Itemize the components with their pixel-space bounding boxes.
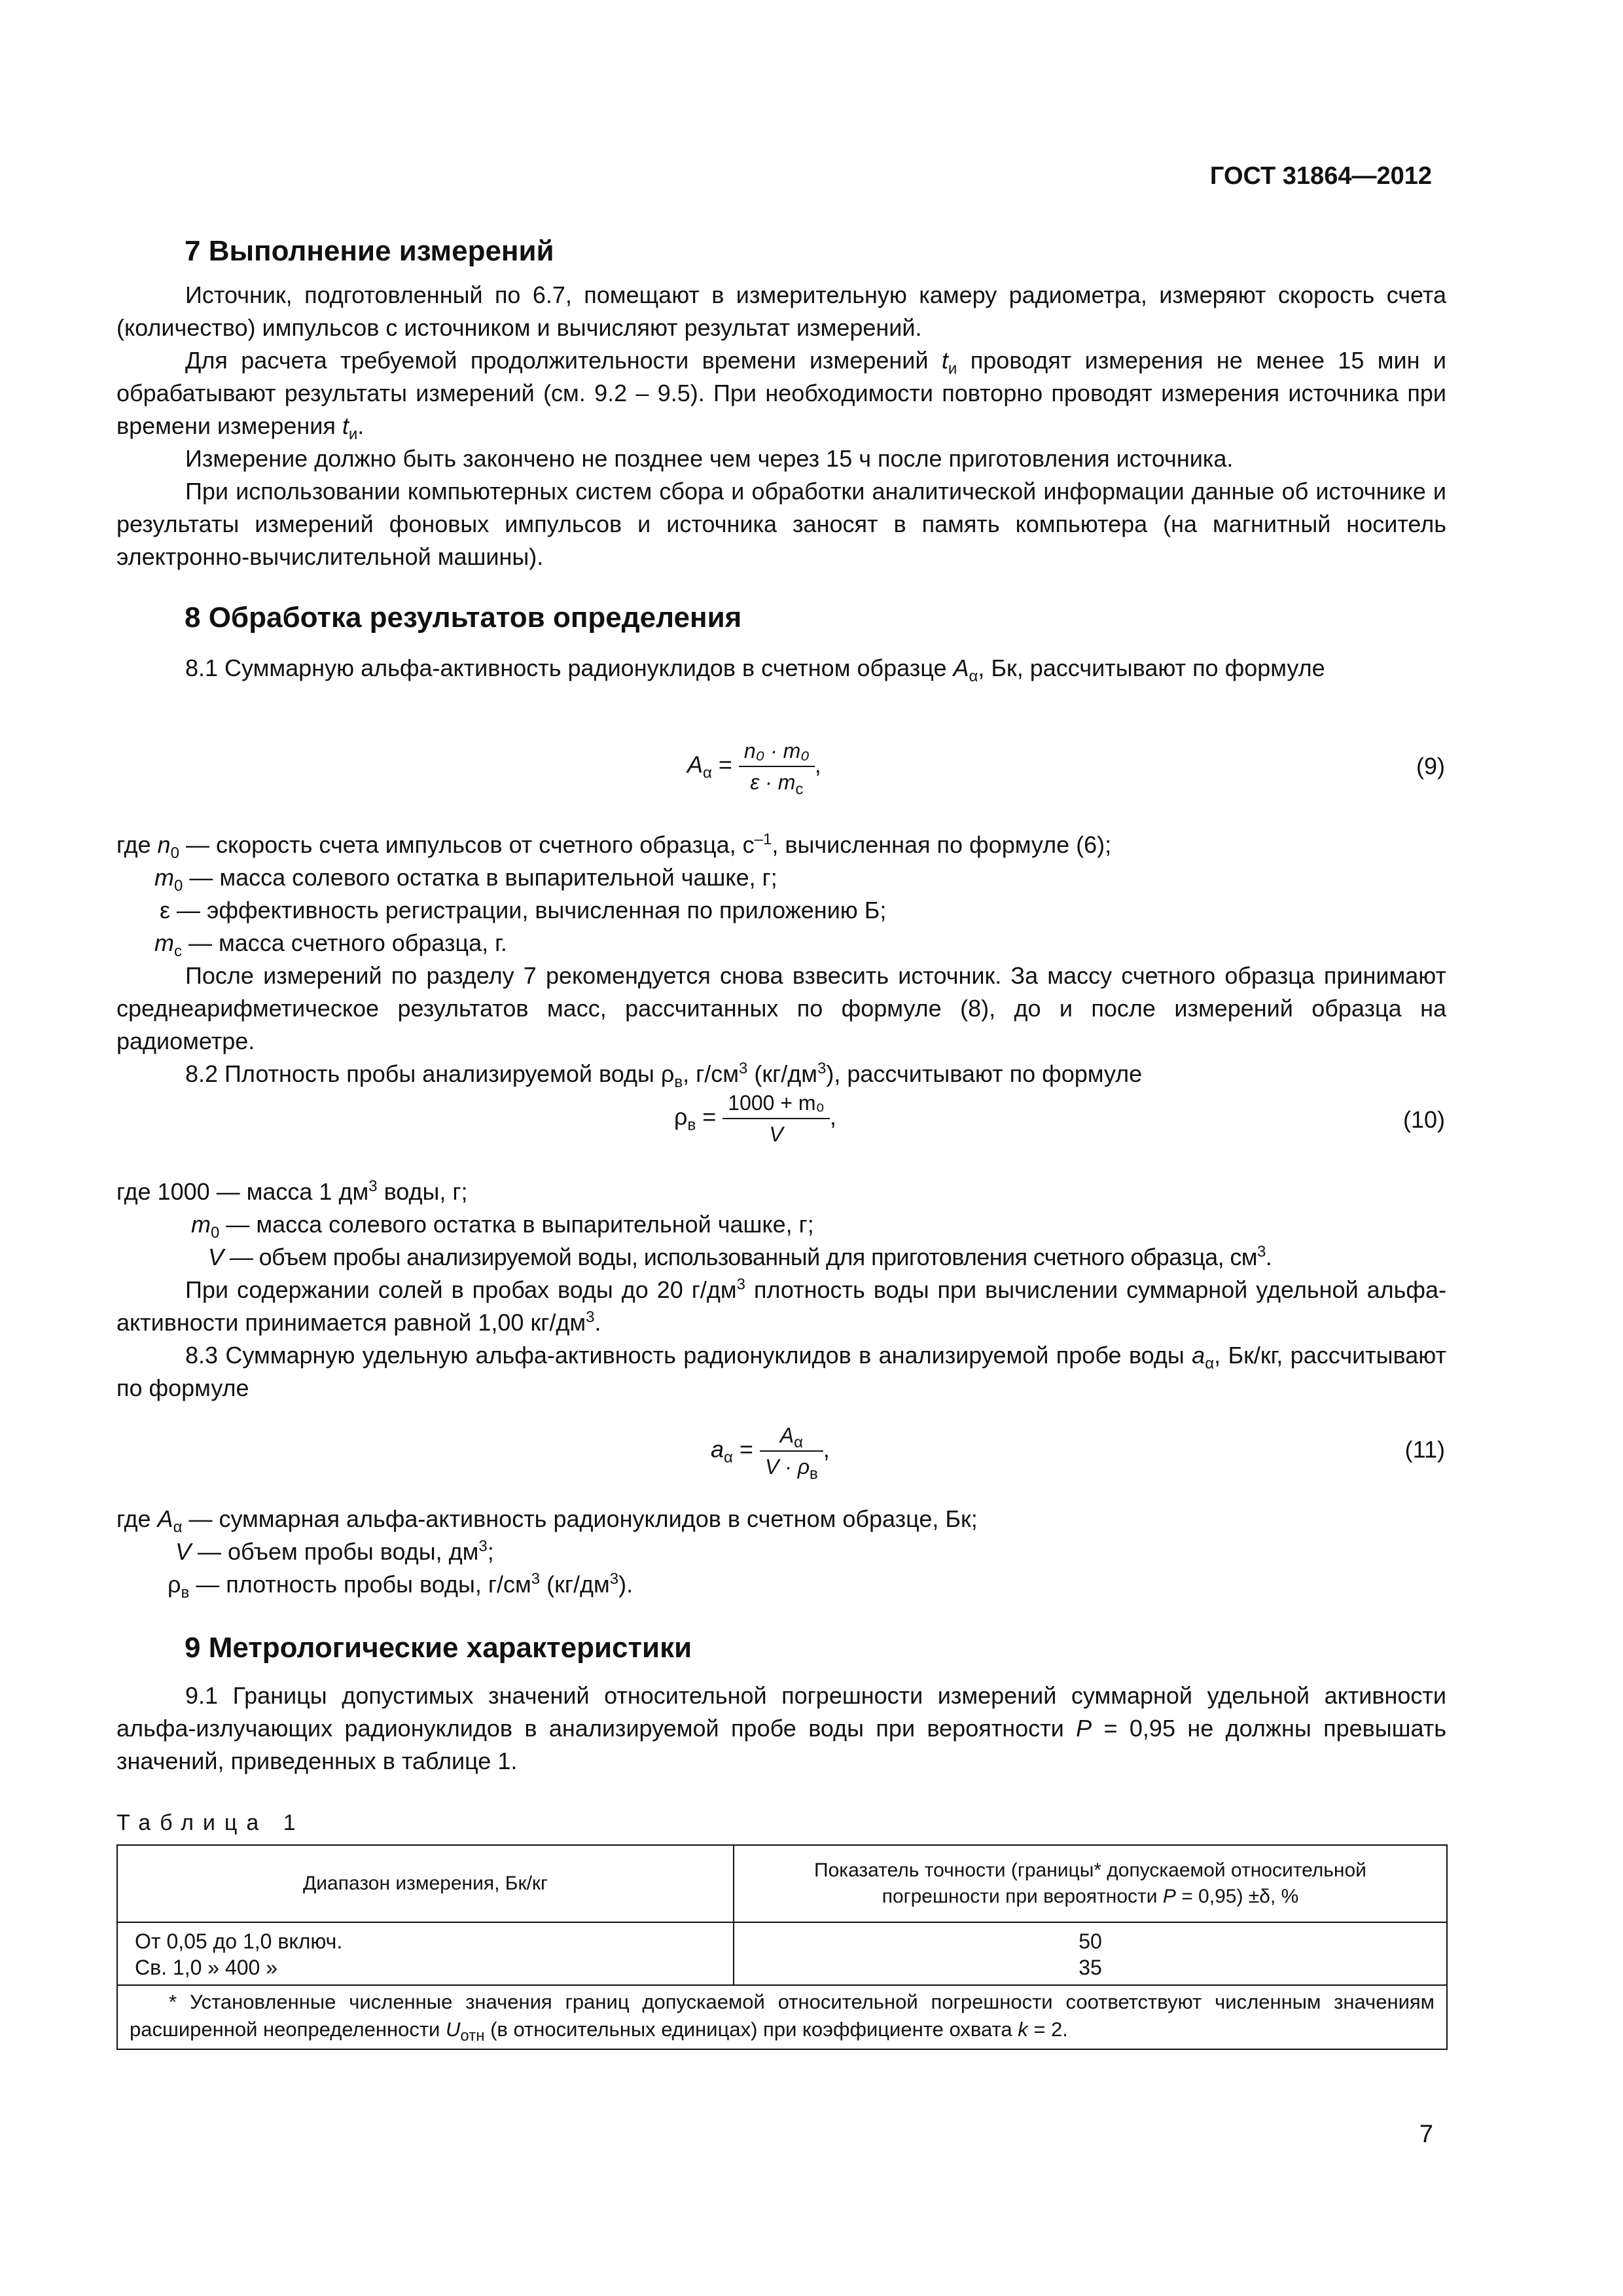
table-row: [117, 1922, 1447, 1985]
formula-11-number: (11): [1404, 1436, 1445, 1463]
where-1000: где 1000 — масса 1 $дм^3$ воды, г;: [116, 1177, 468, 1205]
where-rho: $\rho_в$ — плотность пробы воды, $г/см^3$ $(кг/дм^3)$.: [168, 1570, 633, 1602]
paragraph-9-1: 9.1 Границы допустимых значений относительной погрешности измерений суммарной удельной активности альфа-излучающих радионуклидов в анализируемой пробе воды при вероятности P = 0,95 не должны превышать значений, приведенных в таблице 1.: [116, 1682, 1446, 1774]
table-cell-range: От 0,05 до 1,0 включ.: [135, 1929, 343, 1953]
section-7-paragraph-4: При использовании компьютерных систем сбора и обработки аналитической информации данные об источнике и результаты измерений фоновых импульсов и источника заносят в память компьютера (на магнитный носитель электронно-вычислительной машины).: [116, 478, 1446, 570]
paragraph-8-2: 8.2 Плотность пробы анализируемой воды $\rho_в$, $г/см^3$ $(кг/дм^3)$, рассчитывают по формуле: [185, 1060, 1143, 1092]
table-footnote-row: [117, 1985, 1447, 2049]
table-header-row: [117, 1845, 1447, 1922]
formula-10: $\rho_в$ = $\frac{\text{1000 + m₀}}{V}$ ,: [674, 1088, 836, 1149]
formula-11: $a_\alpha$ = $\frac{A_\alpha}{V \cdot \rho_в}$ ,: [711, 1420, 830, 1482]
table-cell-value: 50: [1079, 1929, 1102, 1953]
where-m0-2: $m_0$ — масса солевого остатка в выпарительной чашке, г;: [191, 1211, 814, 1242]
formula-9-number: (9): [1416, 753, 1445, 780]
where-mc: $m_с$ — масса счетного образца, г.: [154, 929, 507, 961]
paragraph-8-2-after: При содержании солей в пробах воды до 20 $г/дм^3$ плотность воды при вычислении суммарной удельной альфа-активности принимается равной 1,00 $кг/дм^3$.: [116, 1276, 1446, 1336]
table-cell-range: Св. 1,0 » 400 »: [135, 1956, 278, 1979]
section-7-paragraph-1: Источник, подготовленный по 6.7, помещают в измерительную камеру радиометра, измеряют скорость счета (количество) импульсов с источником и вычисляют результат измерений.: [116, 281, 1446, 341]
formula-9: $A_\alpha$ = $\frac{\text{n₀ · m₀}}{\varepsilon \cdot m_с}$ ,: [687, 736, 821, 797]
where-m0: $m_0$ — масса солевого остатка в выпарительной чашке, г;: [154, 864, 777, 895]
paragraph-8-1-after: После измерений по разделу 7 рекомендуется снова взвесить источник. За массу счетного образца принимают среднеарифметическое результатов масс, рассчитанных по формуле (8), до и после измерений образца на радиометре.: [116, 962, 1446, 1054]
formula-10-number: (10): [1402, 1106, 1445, 1133]
table-cell-value: 35: [1079, 1956, 1102, 1979]
where-V-2: V — объем пробы воды, $дм^3$;: [175, 1537, 494, 1565]
section-7-paragraph-3: Измерение должно быть закончено не позднее чем через 15 ч после приготовления источника.: [185, 445, 1234, 472]
table-footnote: * Установленные численные значения границ допускаемой относительной погрешности соответствуют численным значениям расширенной неопределенности $U_{отн}$ (в относительных единицах) при коэффициенте охвата k = 2.: [117, 1985, 1447, 2049]
where-V: V — объем пробы анализируемой воды, использованный для приготовления счетного образца, $см^3$.: [208, 1243, 1272, 1270]
paragraph-8-3: 8.3 Суммарную удельную альфа-активность радионуклидов в анализируемой пробе воды $a_\alpha$, Бк/кг, рассчитывают по формуле: [116, 1342, 1446, 1401]
where-n0: где $n_0$ — скорость счета импульсов от счетного образца, $с^{-1}$, вычисленная по формуле (6);: [116, 831, 1112, 863]
document-header-id: ГОСТ 31864—2012: [1209, 162, 1432, 190]
where-A-alpha: где $A_\alpha$ — суммарная альфа-активность радионуклидов в счетном образце, Бк;: [116, 1505, 978, 1537]
section-9-title: 9 Метрологические характеристики: [185, 1632, 692, 1664]
section-8-title: 8 Обработка результатов определения: [185, 601, 742, 634]
page-number: 7: [1419, 2121, 1433, 2148]
section-7-title: 7 Выполнение измерений: [185, 235, 554, 267]
section-7-paragraph-2: Для расчета требуемой продолжительности времени измерений $t_и$ проводят измерения не менее 15 мин и обрабатывают результаты измерений (см. 9.2 – 9.5). При необходимости повторно проводят измерения источника при времени измерения $t_и$.: [116, 347, 1447, 444]
table-caption: Таблица 1: [116, 1810, 305, 1835]
paragraph-8-1: 8.1 Суммарную альфа-активность радионуклидов в счетном образце $A_\alpha$, Бк, рассчитывают по формуле: [185, 655, 1325, 686]
table-header-range: Диапазон измерения, Бк/кг: [117, 1845, 734, 1922]
table-header-accuracy: Показатель точности (границы* допускаемой относительной погрешности при вероятности P = 0,95) ±δ, %: [734, 1845, 1447, 1922]
accuracy-table: [116, 1844, 1448, 2050]
where-epsilon: ε — эффективность регистрации, вычисленная по приложению Б;: [160, 897, 887, 924]
